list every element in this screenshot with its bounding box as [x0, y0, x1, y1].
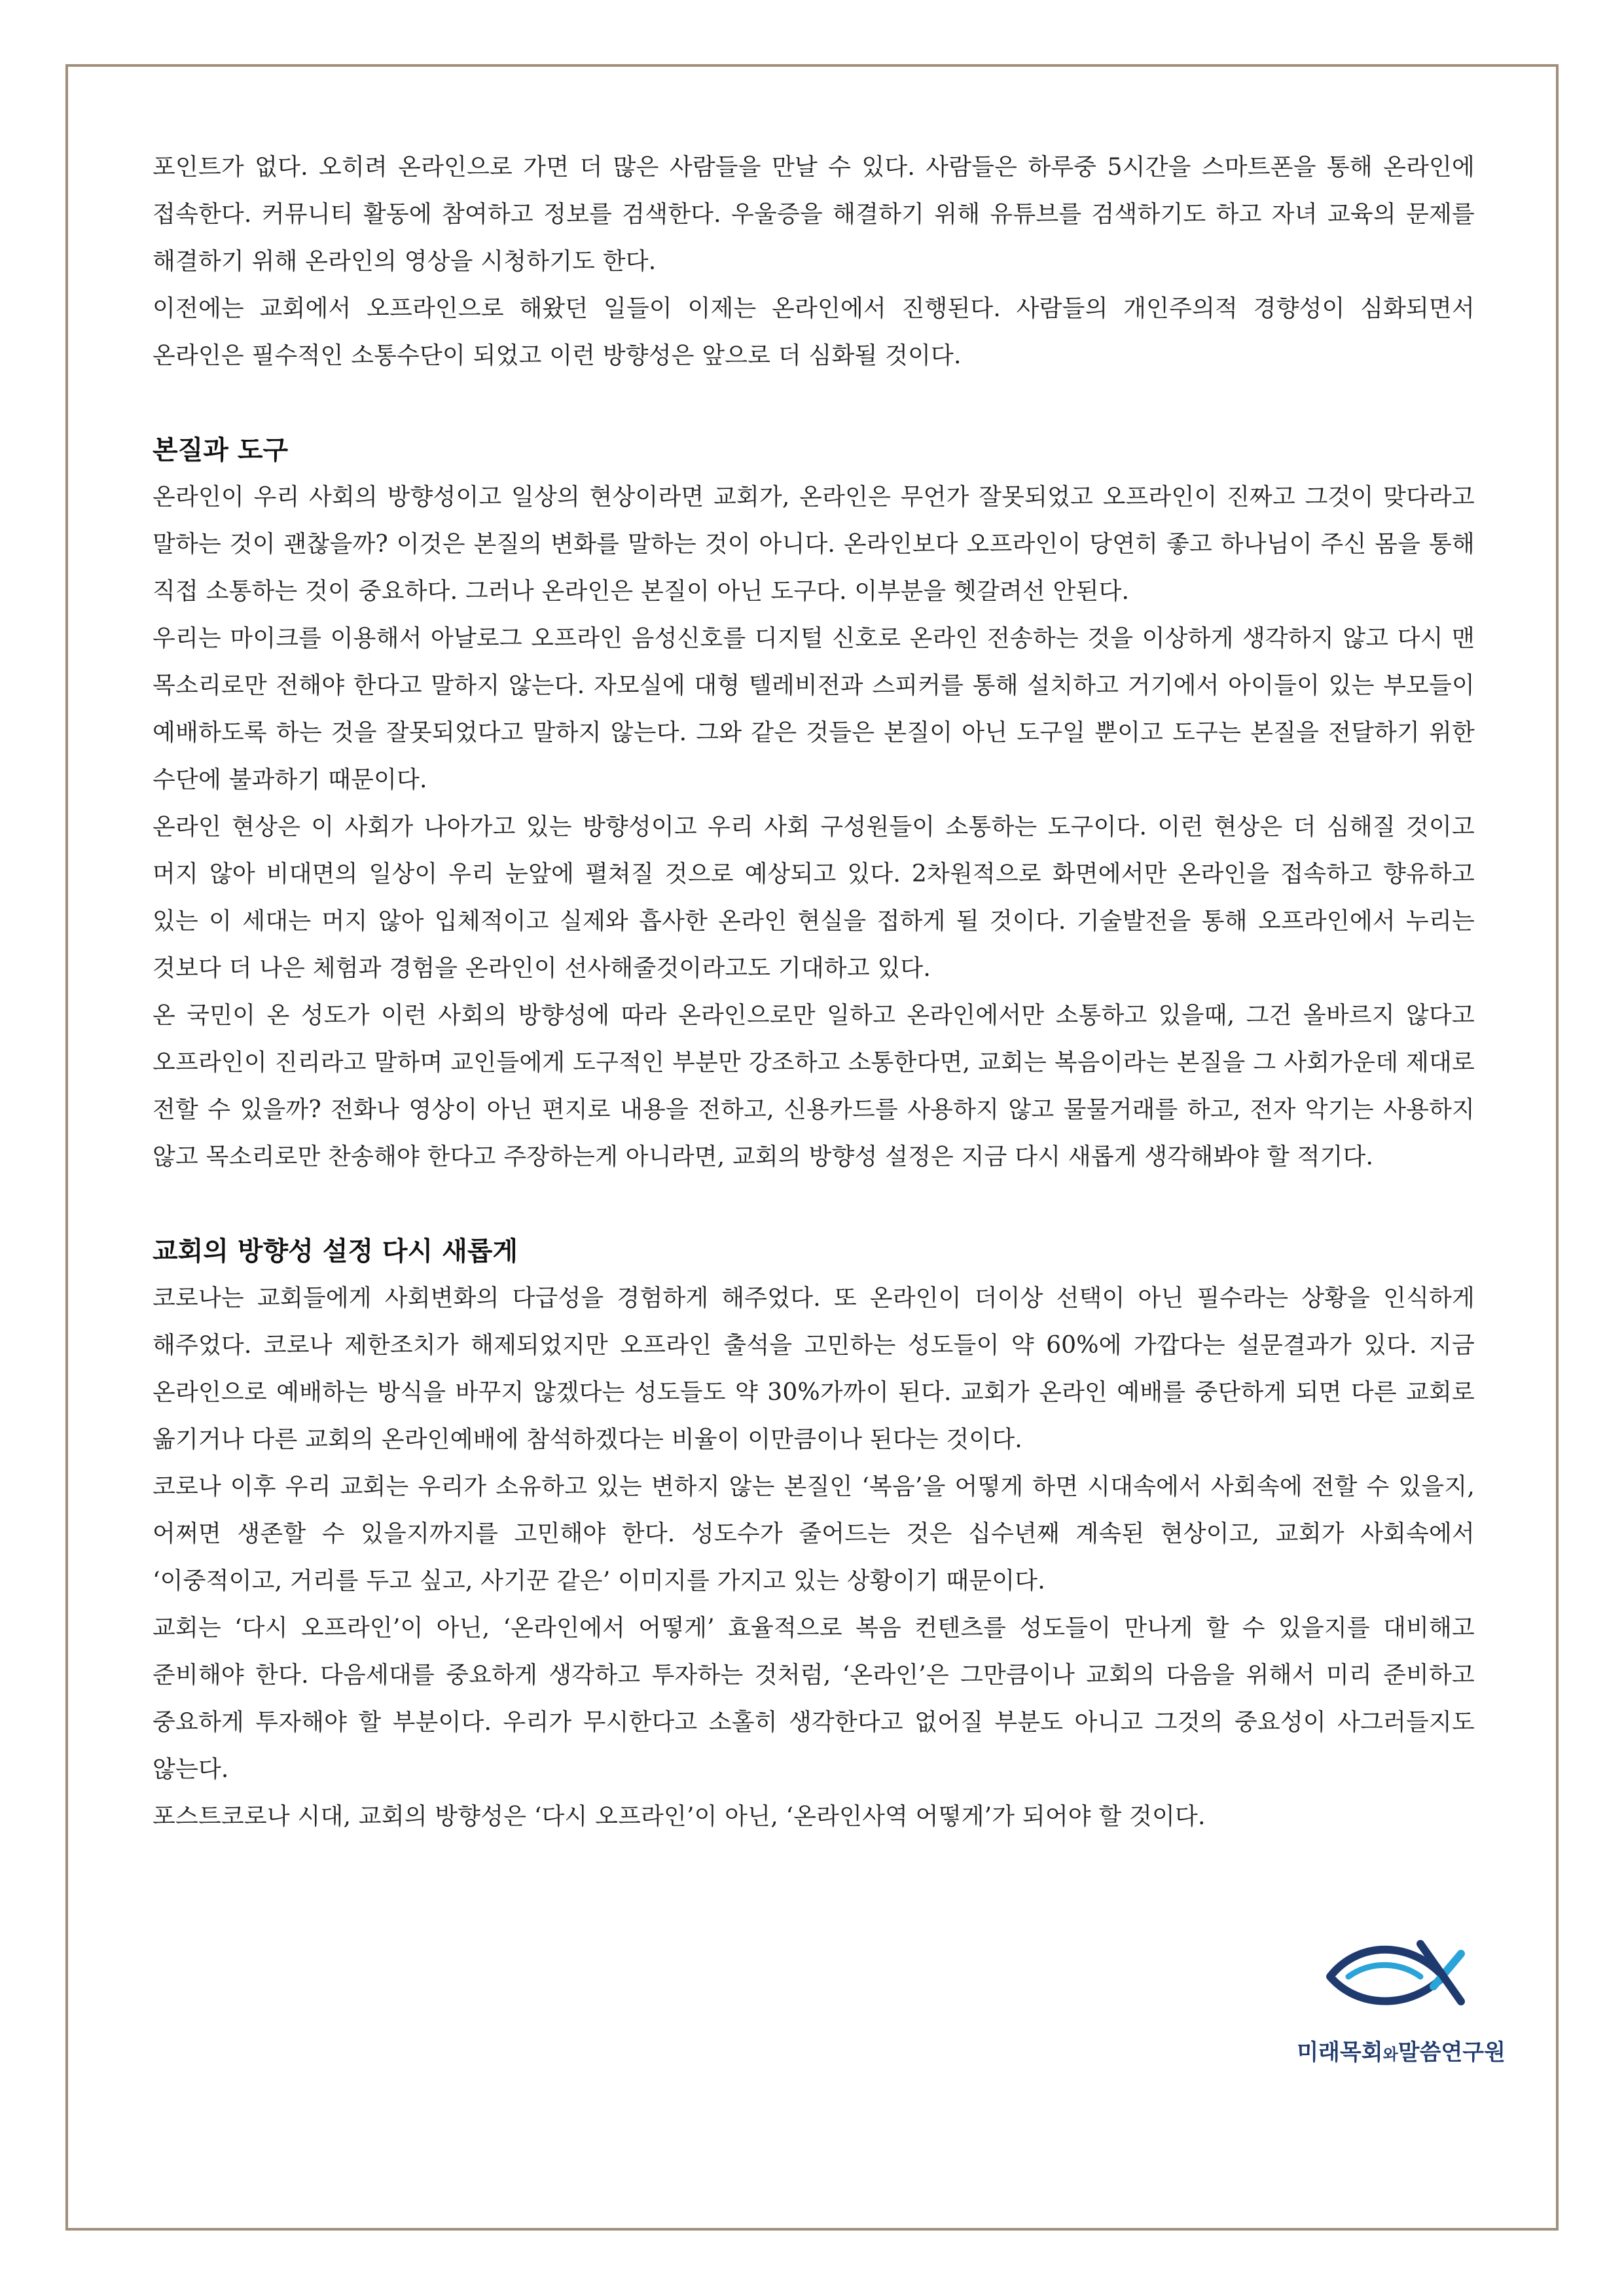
logo-name-end: 말씀연구원 — [1398, 2039, 1506, 2066]
section-heading-church-direction: 교회의 방향성 설정 다시 새롭게 — [153, 1236, 518, 1266]
paragraph: 교회는 ‘다시 오프라인’이 아닌, ‘온라인에서 어떻게’ 효율적으로 복음 컨텐츠를 성도들이 만나게 할 수 있을지를 대비해고 준비해야 한다. 다음세대를 중요하게 생각하고 투자하는 것처럼, ‘온라인’은 그만큼이나 교회의 다음을 위해서 미리 준비하고 중요하게 투자해야 할 부분이다. 우리가 무시한다고 소홀히 생각한다고 없어질 부분도 아니고 그것의 중요성이 사그러들지도 않는다. — [153, 1615, 1475, 1783]
paragraph: 우리는 마이크를 이용해서 아날로그 오프라인 음성신호를 디지털 신호로 온라인 전송하는 것을 이상하게 생각하지 않고 다시 맨 목소리로만 전해야 한다고 말하지 않는다. 자모실에 대형 텔레비전과 스피커를 통해 설치하고 거기에서 아이들이 있는 부모들이 예배하도록 하는 것을 잘못되었다고 말하지 않는다. 그와 같은 것들은 본질이 아닌 도구일 뿐이고 도구는 본질을 전달하기 위한 수단에 불과하기 때문이다. — [153, 625, 1475, 793]
paragraph: 온라인이 우리 사회의 방향성이고 일상의 현상이라면 교회가, 온라인은 무언가 잘못되었고 오프라인이 진짜고 그것이 맞다라고 말하는 것이 괜찮을까? 이것은 본질의 변화를 말하는 것이 아니다. 온라인보다 오프라인이 당연히 좋고 하나님이 주신 몸을 통해 직접 소통하는 것이 중요하다. 그러나 온라인은 본질이 아닌 도구다. 이부분을 헷갈려선 안된다. — [153, 484, 1475, 605]
paragraph: 이전에는 교회에서 오프라인으로 해왔던 일들이 이제는 온라인에서 진행된다. 사람들의 개인주의적 경향성이 심화되면서 온라인은 필수적인 소통수단이 되었고 이런 방향성은 앞으로 더 심화될 것이다. — [153, 295, 1475, 369]
paragraph: 온 국민이 온 성도가 이런 사회의 방향성에 따라 온라인으로만 일하고 온라인에서만 소통하고 있을때, 그건 올바르지 않다고 오프라인이 진리라고 말하며 교인들에게 도구적인 부분만 강조하고 소통한다면, 교회는 복음이라는 본질을 그 사회가운데 제대로 전할 수 있을까? 전화나 영상이 아닌 편지로 내용을 전하고, 신용카드를 사용하지 않고 물물거래를 하고, 전자 악기는 사용하지 않고 목소리로만 찬송해야 한다고 주장하는게 아니라면, 교회의 방향성 설정은 지금 다시 새롭게 생각해봐야 할 적기다. — [153, 1002, 1475, 1170]
logo-name-main: 미래목회 — [1297, 2039, 1383, 2066]
section-heading-essence-and-tool: 본질과 도구 — [153, 435, 289, 465]
organization-logo — [1296, 1924, 1506, 2081]
paragraph: 코로나는 교회들에게 사회변화의 다급성을 경험하게 해주었다. 또 온라인이 더이상 선택이 아닌 필수라는 상황을 인식하게 해주었다. 코로나 제한조치가 해제되었지만 오프라인 출석을 고민하는 성도들이 약 60%에 가깝다는 설문결과가 있다. 지금 온라인으로 예배하는 방식을 바꾸지 않겠다는 성도들도 약 30%가까이 된다. 교회가 온라인 예배를 중단하게 되면 다른 교회로 옮기거나 다른 교회의 온라인예배에 참석하겠다는 비율이 이만큼이나 된다는 것이다. — [153, 1285, 1475, 1453]
paragraph: 포스트코로나 시대, 교회의 방향성은 ‘다시 오프라인’이 아닌, ‘온라인사역 어떻게’가 되어야 할 것이다. — [153, 1803, 1206, 1830]
document-body — [153, 144, 1475, 1840]
paragraph: 포인트가 없다. 오히려 온라인으로 가면 더 많은 사람들을 만날 수 있다. 사람들은 하루중 5시간을 스마트폰을 통해 온라인에 접속한다. 커뮤니티 활동에 참여하고 정보를 검색한다. 우울증을 해결하기 위해 유튜브를 검색하기도 하고 자녀 교육의 문제를 해결하기 위해 온라인의 영상을 시청하기도 한다. — [153, 154, 1475, 275]
paragraph: 코로나 이후 우리 교회는 우리가 소유하고 있는 변하지 않는 본질인 ‘복음’을 어떻게 하면 시대속에서 사회속에 전할 수 있을지, 어쩌면 생존할 수 있을지까지를 고민해야 한다. 성도수가 줄어드는 것은 십수년째 계속된 현상이고, 교회가 사회속에서 ‘이중적이고, 거리를 두고 싶고, 사기꾼 같은’ 이미지를 가지고 있는 상황이기 때문이다. — [153, 1473, 1475, 1594]
paragraph: 온라인 현상은 이 사회가 나아가고 있는 방향성이고 우리 사회 구성원들이 소통하는 도구이다. 이런 현상은 더 심해질 것이고 머지 않아 비대면의 일상이 우리 눈앞에 펼쳐질 것으로 예상되고 있다. 2차원적으로 화면에서만 온라인을 접속하고 향유하고 있는 이 세대는 머지 않아 입체적이고 실제와 흡사한 온라인 현실을 접하게 될 것이다. 기술발전을 통해 오프라인에서 누리는 것보다 더 나은 체험과 경험을 온라인이 선사해줄것이라고도 기대하고 있다. — [153, 814, 1475, 982]
logo-name-connector: 와 — [1382, 2045, 1398, 2064]
fish-cross-icon — [1322, 1924, 1466, 2022]
logo-wordmark — [1296, 2034, 1506, 2066]
